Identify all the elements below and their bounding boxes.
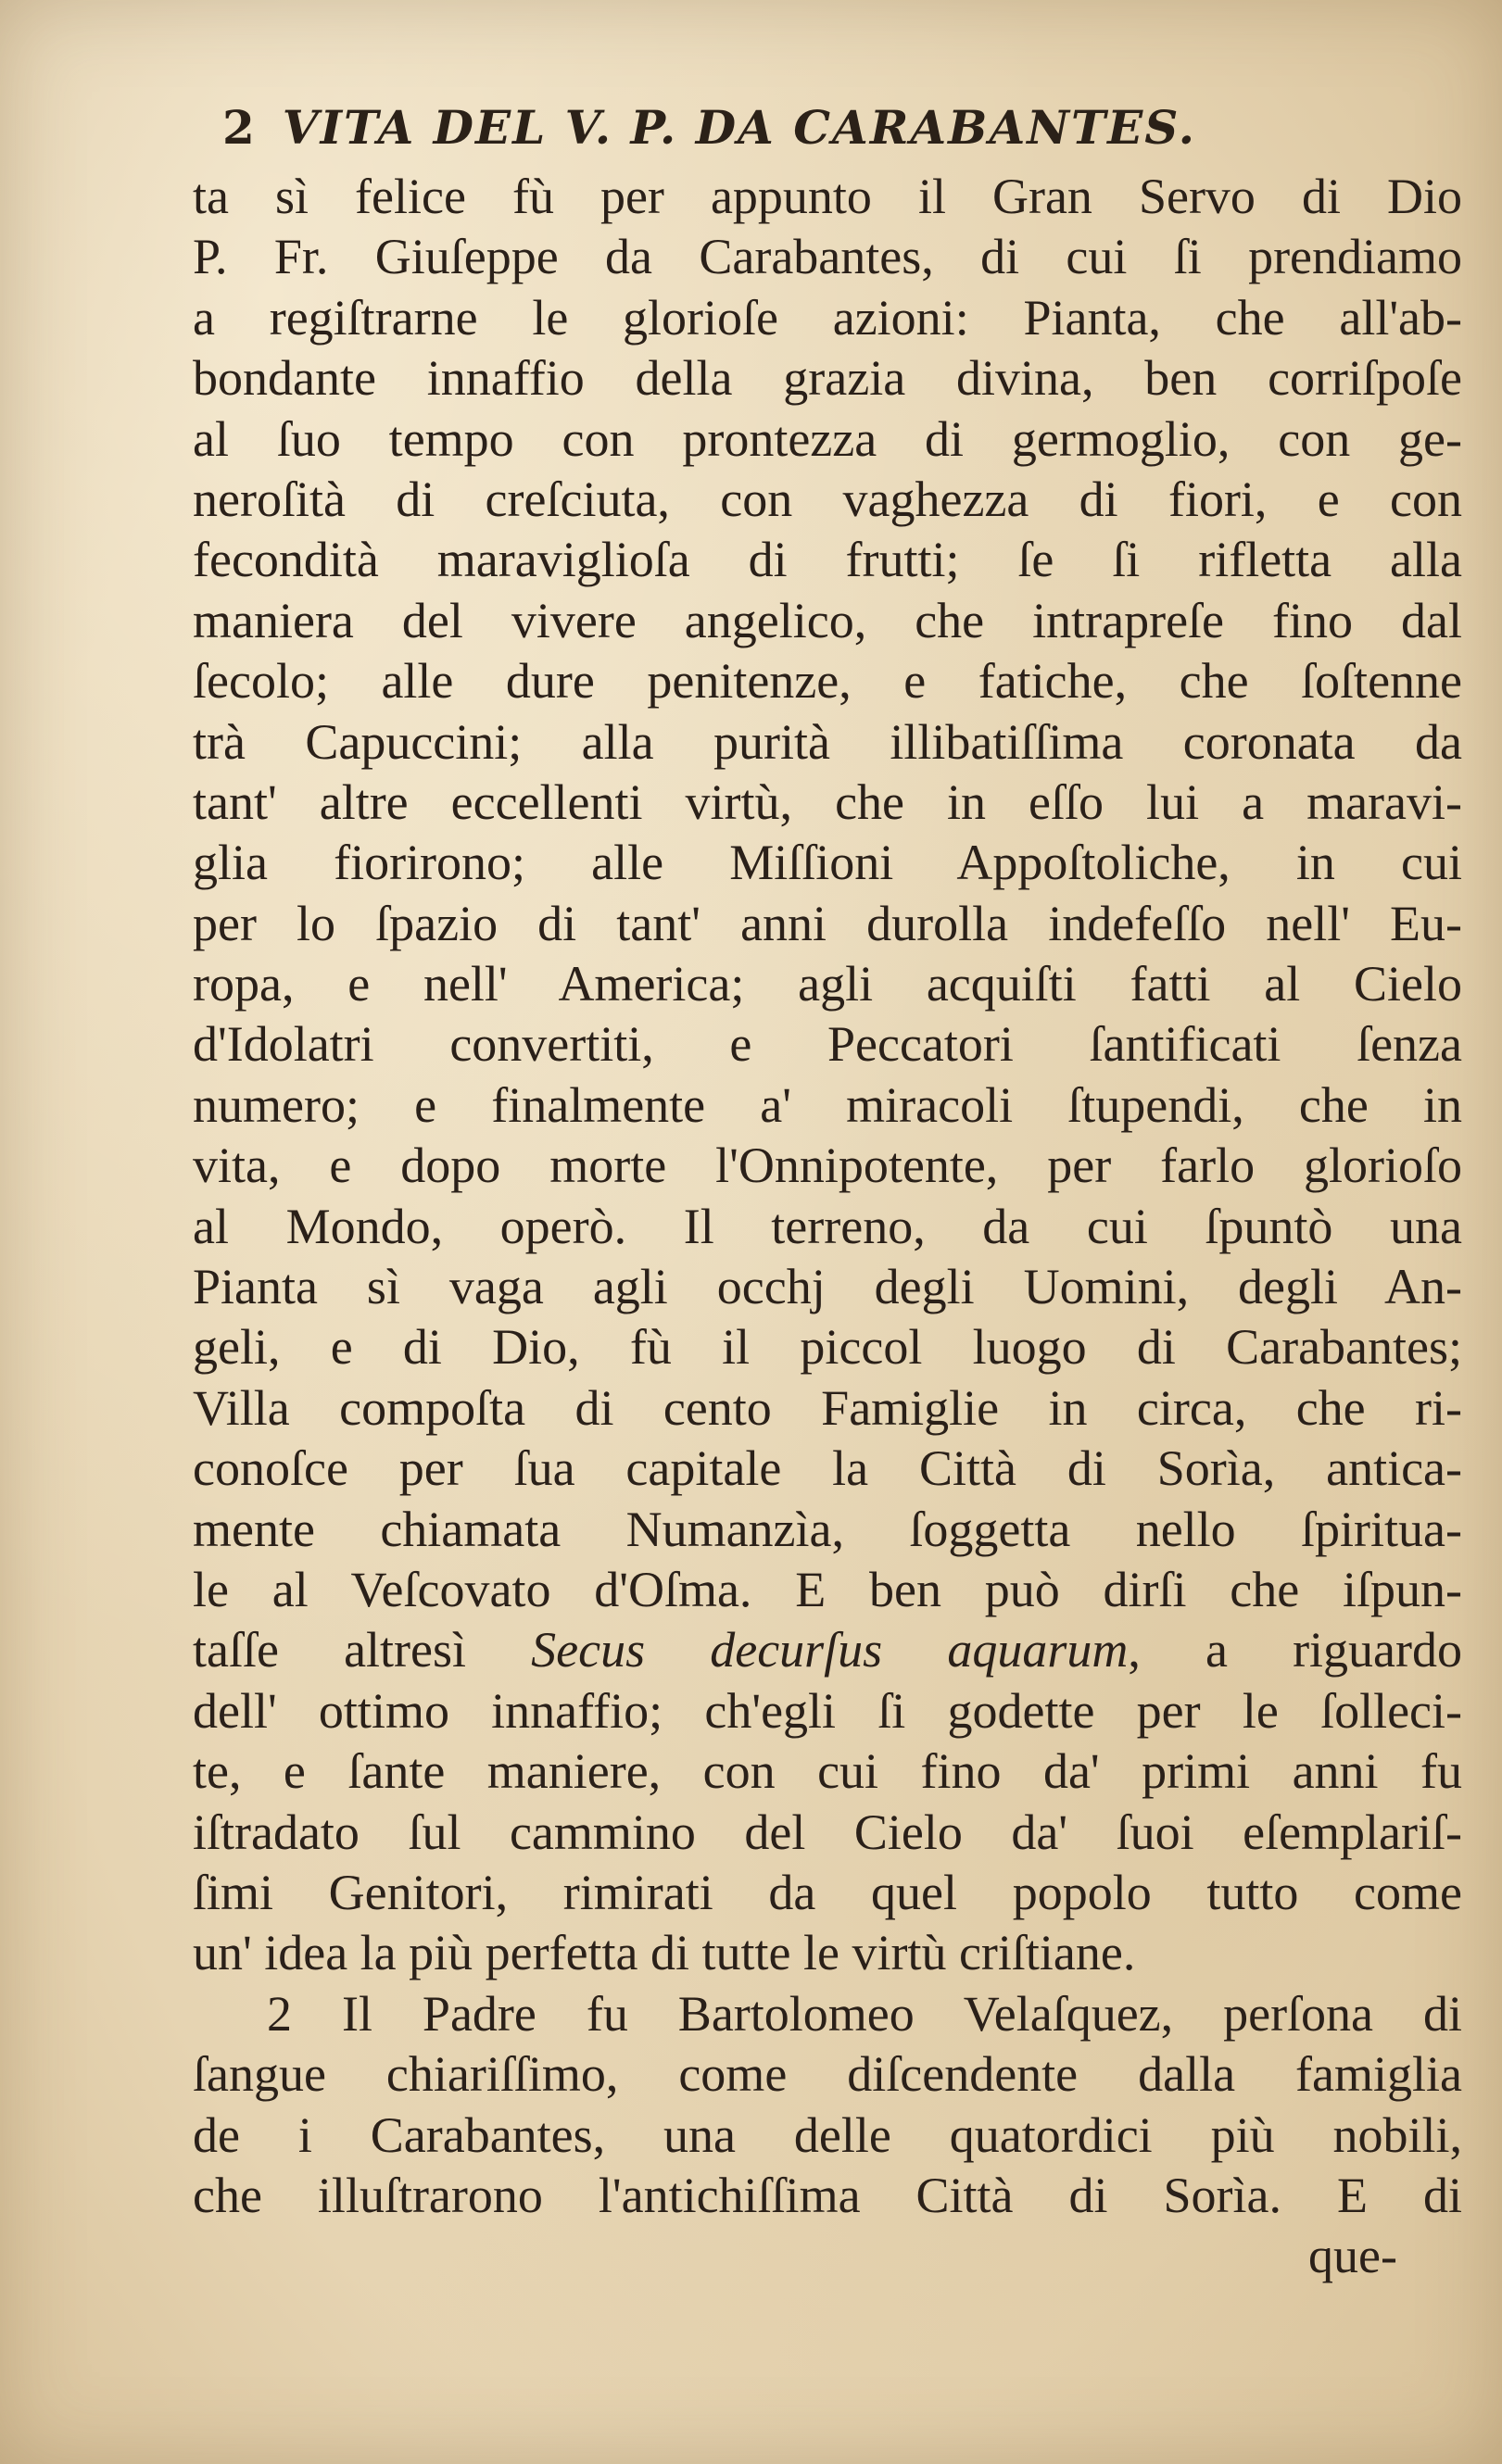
text-line: de i Carabantes, una delle quatordici più nobili, xyxy=(193,2106,1462,2163)
text-line: d'Idolatri convertiti, e Peccatori ſantificati ſenza xyxy=(193,1016,1462,1073)
text-line: trà Capuccini; alla purità illibatiſſima coronata da xyxy=(193,713,1462,770)
text-line: al Mondo, operò. Il terreno, da cui ſpuntò una xyxy=(193,1198,1462,1254)
text-line: per lo ſpazio di tant' anni durolla indefeſſo nell' Eu- xyxy=(193,895,1462,951)
text-line: fecondità maraviglioſa di frutti; ſe ſi rifletta alla xyxy=(193,532,1462,588)
text-line: un' idea la più perfetta di tutte le virtù criſtiane. xyxy=(193,1925,1136,1981)
text-line: ſangue chiariſſimo, come diſcendente dalla famiglia xyxy=(193,2046,1462,2103)
text-line: vita, e dopo morte l'Onnipotente, per farlo glorioſo xyxy=(193,1138,1462,1194)
text-line: le al Veſcovato d'Oſma. E ben può dirſi che iſpun- xyxy=(193,1561,1462,1617)
page-number: 2 xyxy=(222,100,257,155)
catchword: que- xyxy=(1308,2228,1397,2284)
text-line: al ſuo tempo con prontezza di germoglio, con ge- xyxy=(193,410,1462,467)
text-line: te, e ſante maniere, con cui fino da' primi anni fu xyxy=(193,1743,1462,1800)
text-line: numero; e finalmente a' miracoli ſtupendi, che in xyxy=(193,1076,1462,1133)
text-line: Villa compoſta di cento Famiglie in circa, che ri- xyxy=(193,1379,1462,1436)
text-line: Pianta sì vaga agli occhj degli Uomini, degli An- xyxy=(193,1259,1462,1315)
body-text xyxy=(193,167,1462,2287)
text-line: P. Fr. Giuſeppe da Carabantes, di cui ſi prendiamo xyxy=(193,229,1462,285)
text-line: ta sì felice fù per appunto il Gran Servo di Dio xyxy=(193,169,1462,224)
running-header xyxy=(222,100,1427,174)
text-line: ſecolo; alle dure penitenze, e fatiche, che ſoſtenne xyxy=(193,653,1462,710)
text-line-with-latin-quote xyxy=(193,1620,1462,1680)
text-line: ſimi Genitori, rimirati da quel popolo tutto come xyxy=(193,1864,1462,1920)
text-line: glia fiorirono; alle Miſſioni Appoſtoliche, in cui xyxy=(193,835,1462,891)
text-line: che illuſtrarono l'antichiſſima Città di Sorìa. E di xyxy=(193,2167,1462,2223)
text-line: ropa, e nell' America; agli acquiſti fatti al Cielo xyxy=(193,956,1462,1012)
text-line: a regiſtrarne le glorioſe azioni: Pianta, che all'ab- xyxy=(193,289,1462,346)
text-line: dell' ottimo innaffio; ch'egli ſi godette per le ſolleci- xyxy=(193,1682,1462,1739)
text-line: neroſità di creſciuta, con vaghezza di fiori, e con xyxy=(193,471,1462,527)
paragraph-2-first-line: 2 Il Padre fu Bartolomeo Velaſquez, perſona di xyxy=(267,1985,1462,2042)
running-title: VITA DEL V. P. DA CARABANTES. xyxy=(282,100,1196,155)
text-line: conoſce per ſua capitale la Città di Sorìa, antica- xyxy=(193,1440,1462,1497)
line-text-post: , a riguardo xyxy=(1128,1622,1462,1678)
latin-quotation: Secus decurſus aquarum xyxy=(531,1622,1129,1678)
text-line: bondante innaffio della grazia divina, ben corriſpoſe xyxy=(193,350,1462,407)
text-line: tant' altre eccellenti virtù, che in eſſo lui a maravi- xyxy=(193,773,1462,830)
text-line: iſtradato ſul cammino del Cielo da' ſuoi eſemplariſ- xyxy=(193,1804,1462,1860)
text-line: maniera del vivere angelico, che intrapreſe fino dal xyxy=(193,592,1462,648)
line-text-pre: taſſe altresì xyxy=(193,1622,532,1678)
text-line: mente chiamata Numanzìa, ſoggetta nello ſpiritua- xyxy=(193,1501,1462,1557)
text-line: geli, e di Dio, fù il piccol luogo di Carabantes; xyxy=(193,1319,1462,1376)
